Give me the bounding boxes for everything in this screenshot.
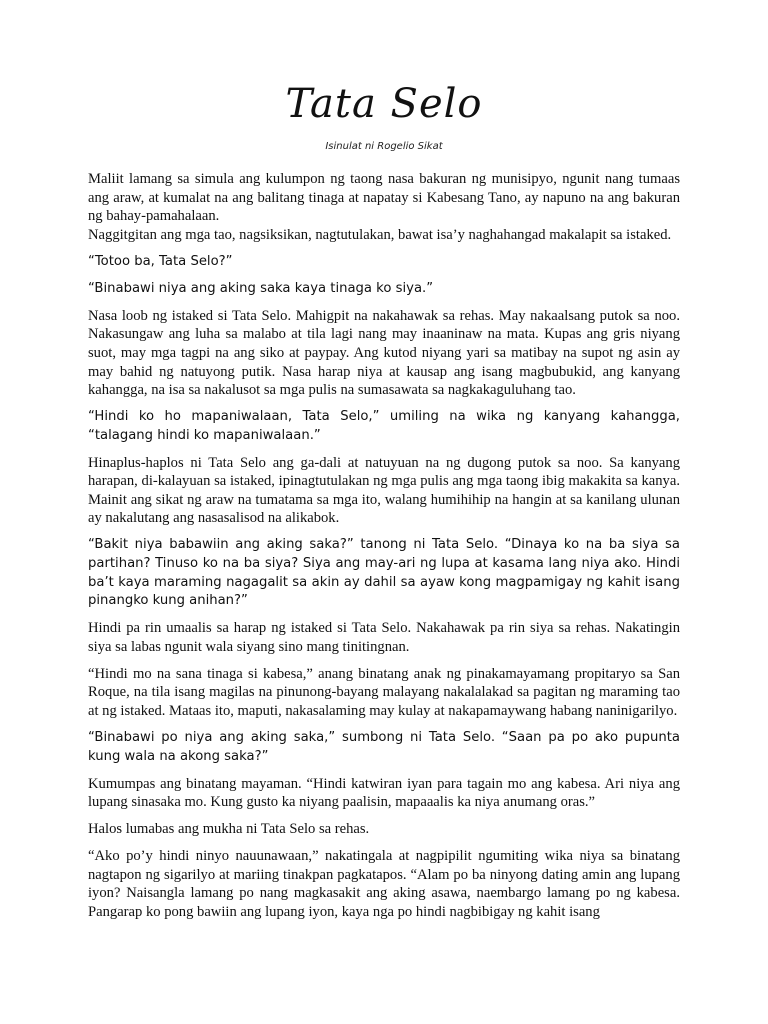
page-title: Tata Selo — [285, 81, 483, 127]
paragraph: Nasa loob ng istaked si Tata Selo. Mahigpit na nakahawak sa rehas. May nakaalsang putok sa noo. Nakasungaw ang luha sa malabo at tila lagi nang may inaaninaw na mata. Kupas ang gris niyang suot, may mga tagpi na ang siko at paypay. Ang kutod niyang yari sa matibay na supot ng asin ay may bahid ng natuyong putik. Nasa harap niya at kausap ang isang magbubukid, ang kanyang kahangga, na isa sa nakalusot sa mga pulis na sumasawata sa nagkakaguluhang tao. — [88, 307, 680, 399]
paragraph: Hindi pa rin umaalis sa harap ng istaked si Tata Selo. Nakahawak pa rin siya sa rehas. Nakatingin siya sa labas ngunit wala siyang sino mang tinitingnan. — [88, 620, 680, 655]
author-byline: Isinulat ni Rogelio Sikat — [325, 141, 443, 152]
paragraph: “Ako po’y hindi ninyo nauunawaan,” nakatingala at nagpipilit ngumiting wika niya sa binatang nagtapon ng sigarilyo at mariing tinakpan pagkatapos. “Alam po ba ninyong dating amin ang lupang iyon? Naisangla lamang po nang magkasakit ang aking asawa, naembargo lamang po ng kabesa. Pangarap ko pong bawiin ang lupang iyon, kaya nga po hindi nagbibigay ng kahit isang — [88, 848, 680, 920]
paragraph: “Binabawi niya ang aking saka kaya tinaga ko siya.” — [88, 280, 434, 296]
paragraph: Naggitgitan ang mga tao, nagsiksikan, nagtutulakan, bawat isa’y naghahangad makalapit sa istaked. — [88, 226, 672, 243]
paragraph: “Hindi mo na sana tinaga si kabesa,” anang binatang anak ng pinakamayamang propitaryo sa San Roque, na tila isang magilas na pinunong-bayang malayang nakalalakad sa pagitan ng maraming tao at ng istaked. Mataas ito, maputi, nakasalaming may kulay at nakapamaywang habang naninigarilyo. — [88, 665, 680, 719]
paragraph: “Hindi ko ho mapaniwalaan, Tata Selo,” umiling na wika ng kanyang kahangga, “talagang hindi ko mapaniwalaan.” — [88, 409, 680, 443]
paragraph: Maliit lamang sa simula ang kulumpon ng taong nasa bakuran ng munisipyo, ngunit nang tumaas ang araw, at kumalat na ang balitang tinaga at napatay si Kabesang Tano, ay napuno na ang bakuran ng bahay-pamahalaan. — [88, 171, 680, 225]
paragraph: Kumumpas ang binatang mayaman. “Hindi katwiran iyan para tagain mo ang kabesa. Ari niya ang lupang sinasaka mo. Kung gusto ka niyang paalisin, mapaaalis ka niya anumang oras.” — [88, 775, 680, 811]
paragraph: Halos lumabas ang mukha ni Tata Selo sa rehas. — [88, 821, 370, 838]
paragraph: “Binabawi po niya ang aking saka,” sumbong ni Tata Selo. “Saan pa po ako pupunta kung wala na akong saka?” — [88, 729, 680, 764]
paragraph: Hinaplus-haplos ni Tata Selo ang ga-dali at natuyuan na ng dugong putok sa noo. Sa kanyang harapan, di-kalayuan sa istaked, ipinagtutulakan ng mga pulis ang mga taong ibig makakita sa kanya. Mainit ang sikat ng araw na tumatama sa mga ito, walang humihihip na hangin at sa kanilang ulunan ay nakalutang ang nasasalisod na alikabok. — [88, 454, 680, 527]
paragraph: “Totoo ba, Tata Selo?” — [88, 253, 233, 269]
paragraph: “Bakit niya babawiin ang aking saka?” tanong ni Tata Selo. “Dinaya ko na ba siya sa partihan? Tinuso ko na ba siya? Siya ang may-ari ng lupa at kasama lang niya ako. Hindi ba’t kaya maraming nagagalit sa akin ay dahil sa ayaw kong magpamigay ng kahit isang pinangko kung anihan?” — [88, 537, 680, 609]
story-body — [88, 170, 680, 930]
